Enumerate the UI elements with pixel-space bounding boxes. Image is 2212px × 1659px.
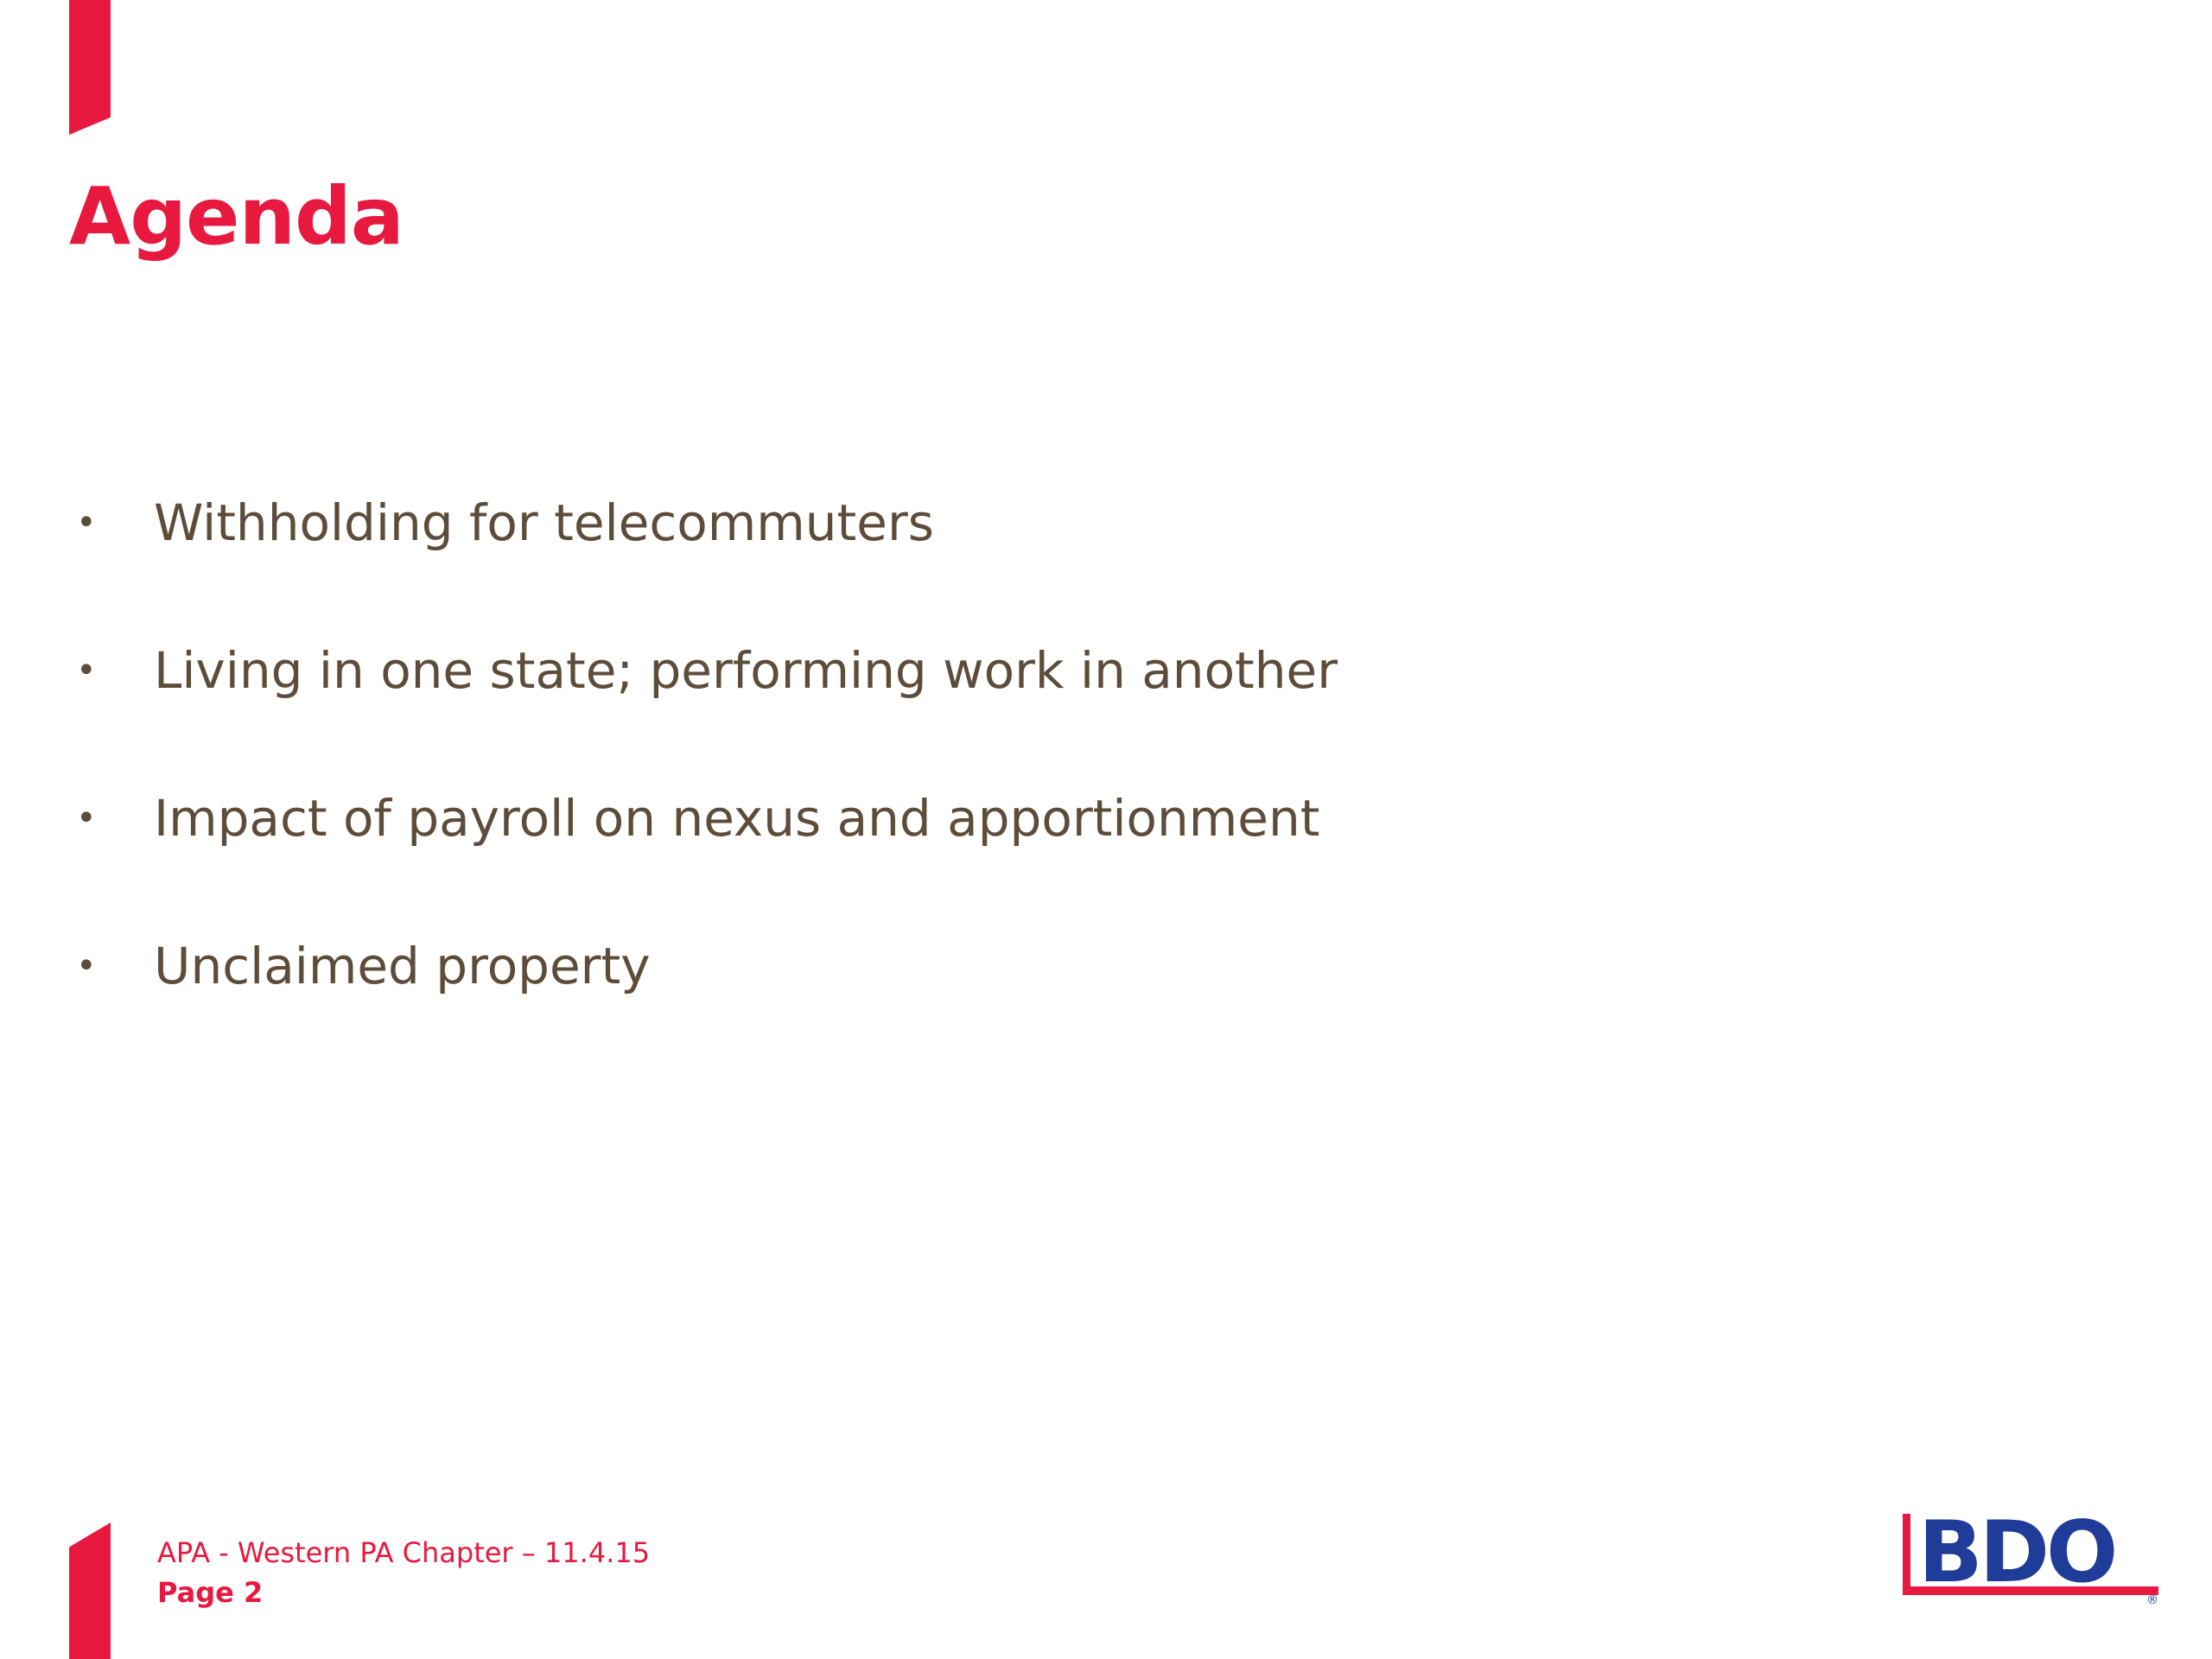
agenda-list [69, 484, 1338, 1075]
bottom-accent-bar [69, 1522, 111, 1659]
agenda-item-text: Withholding for telecommuters [154, 493, 935, 552]
top-accent-bar [69, 0, 111, 135]
list-item [69, 484, 1338, 632]
bullet-icon: • [76, 798, 97, 838]
logo-wordmark: BDO [1918, 1503, 2115, 1602]
slide-footer [157, 1533, 650, 1612]
page-title: Agenda [69, 170, 404, 263]
agenda-item-text: Impact of payroll on nexus and apportionment [154, 789, 1320, 848]
footer-page-number: Page 2 [157, 1576, 264, 1609]
list-item [69, 927, 1338, 1075]
footer-presentation-label: APA - Western PA Chapter – 11.4.15 [157, 1536, 651, 1569]
logo-registered-mark: ® [2146, 1593, 2158, 1607]
bullet-icon: • [76, 946, 97, 986]
list-item [69, 632, 1338, 779]
list-item [69, 779, 1338, 927]
agenda-item-text: Unclaimed property [154, 937, 651, 995]
bdo-logo-icon [1901, 1503, 2160, 1607]
logo-red-bar [1903, 1514, 1910, 1595]
agenda-item-text: Living in one state; performing work in another [154, 641, 1338, 700]
bullet-icon: • [76, 503, 97, 543]
bullet-icon: • [76, 651, 97, 690]
